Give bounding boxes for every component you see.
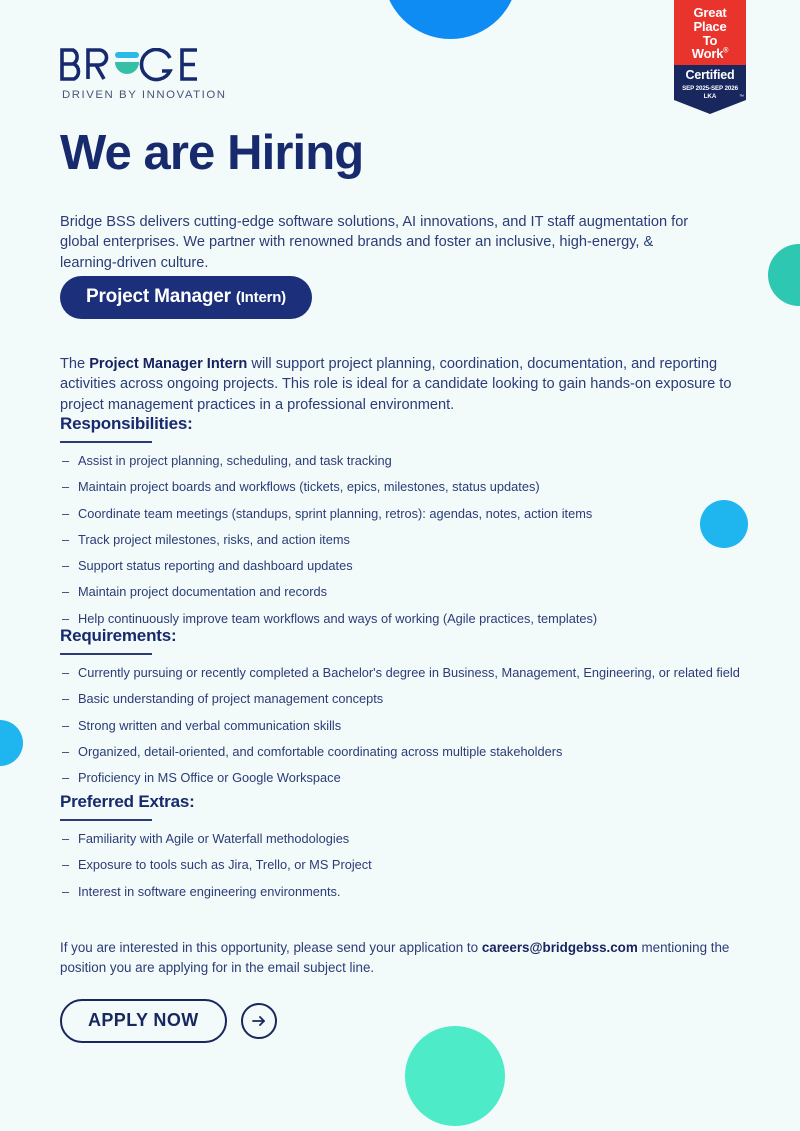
great-place-to-work-badge xyxy=(674,0,746,114)
list-item: – Exposure to tools such as Jira, Trello, or MS Project xyxy=(60,857,800,874)
apply-now-button[interactable]: APPLY NOW xyxy=(60,999,227,1043)
application-instructions xyxy=(60,938,760,977)
section-heading: Requirements: xyxy=(60,626,177,645)
role-desc-prefix: The xyxy=(60,355,90,372)
badge-line-3: To xyxy=(702,32,718,48)
contact-suffix: mentioning the position you are applying for in the email subject line. xyxy=(60,940,730,975)
role-desc-suffix: will support project planning, coordination, documentation, and reporting activities across ongoing projects. This role is ideal for a candidate looking to gain hands-on exposure to project management practices in a professional environment. xyxy=(60,355,732,414)
list-item: – Familiarity with Agile or Waterfall methodologies xyxy=(60,831,800,848)
badge-line-2: Place xyxy=(693,18,727,34)
apply-row xyxy=(60,999,277,1043)
contact-email[interactable]: careers@bridgebss.com xyxy=(481,940,638,956)
section-requirements xyxy=(60,626,800,796)
badge-point-shape xyxy=(674,100,746,114)
section-underline xyxy=(60,819,152,821)
arrow-right-glyph xyxy=(250,1012,268,1030)
list-item: – Maintain project documentation and records xyxy=(60,584,800,601)
responsibilities-list xyxy=(60,453,800,628)
badge-line-1: Great xyxy=(693,5,727,20)
arrow-right-icon[interactable] xyxy=(241,1003,277,1039)
list-item: – Strong written and verbal communication skills xyxy=(60,718,800,735)
badge-line-4: Work® xyxy=(691,46,729,62)
preferred-extras-list xyxy=(60,831,800,900)
list-item: – Assist in project planning, scheduling, and task tracking xyxy=(60,453,800,470)
list-item: – Coordinate team meetings (standups, sprint planning, retros): agendas, notes, action items xyxy=(60,506,800,523)
list-item: – Proficiency in MS Office or Google Workspace xyxy=(60,770,800,787)
role-title-pill xyxy=(60,276,312,319)
list-item: – Currently pursuing or recently completed a Bachelor's degree in Business, Management, Engineering, or related field xyxy=(60,665,800,682)
bridge-logo-icon xyxy=(60,48,202,82)
badge-red-panel xyxy=(674,0,746,65)
brand-logo xyxy=(60,48,227,101)
section-underline xyxy=(60,653,152,655)
badge-navy-panel xyxy=(674,65,746,100)
list-item: – Basic understanding of project management concepts xyxy=(60,691,800,708)
list-item: – Help continuously improve team workflows and ways of working (Agile practices, templates) xyxy=(60,611,800,628)
decorative-circle-left-blue xyxy=(0,720,23,766)
decorative-circle-bottom-mint xyxy=(405,1026,505,1126)
list-item: – Interest in software engineering environments. xyxy=(60,884,800,901)
badge-registered-mark: ® xyxy=(723,47,729,55)
role-description xyxy=(60,354,750,417)
company-intro-paragraph: Bridge BSS delivers cutting-edge software solutions, AI innovations, and IT staff augmentation for global enterprises. We partner with renowned brands and foster an inclusive, high-energy, & learning-driven culture. xyxy=(60,213,689,272)
badge-trademark: ™ xyxy=(739,94,744,101)
list-item: – Track project milestones, risks, and action items xyxy=(60,532,800,549)
contact-prefix: If you are interested in this opportunity, please send your application to xyxy=(60,940,482,956)
list-item: – Maintain project boards and workflows (tickets, epics, milestones, status updates) xyxy=(60,479,800,496)
brand-tagline: DRIVEN BY INNOVATION xyxy=(62,89,227,101)
role-subtitle: (Intern) xyxy=(235,289,286,306)
section-preferred-extras xyxy=(60,792,800,910)
page-title: We are Hiring xyxy=(60,126,364,180)
list-item: – Support status reporting and dashboard updates xyxy=(60,558,800,575)
section-heading: Preferred Extras: xyxy=(60,792,195,811)
requirements-list xyxy=(60,665,800,787)
list-item: – Organized, detail-oriented, and comfortable coordinating across multiple stakeholders xyxy=(60,744,800,761)
decorative-circle-right-teal xyxy=(768,244,800,306)
badge-country-code: LKA xyxy=(703,93,717,101)
section-heading: Responsibilities: xyxy=(60,414,193,433)
role-desc-bold: Project Manager Intern xyxy=(89,355,248,372)
badge-dates: SEP 2025-SEP 2026 xyxy=(682,85,738,93)
section-underline xyxy=(60,441,152,443)
section-responsibilities xyxy=(60,414,800,637)
role-title: Project Manager xyxy=(86,286,231,307)
badge-certified-label: Certified xyxy=(685,68,735,83)
decorative-circle-top-blue xyxy=(383,0,518,39)
